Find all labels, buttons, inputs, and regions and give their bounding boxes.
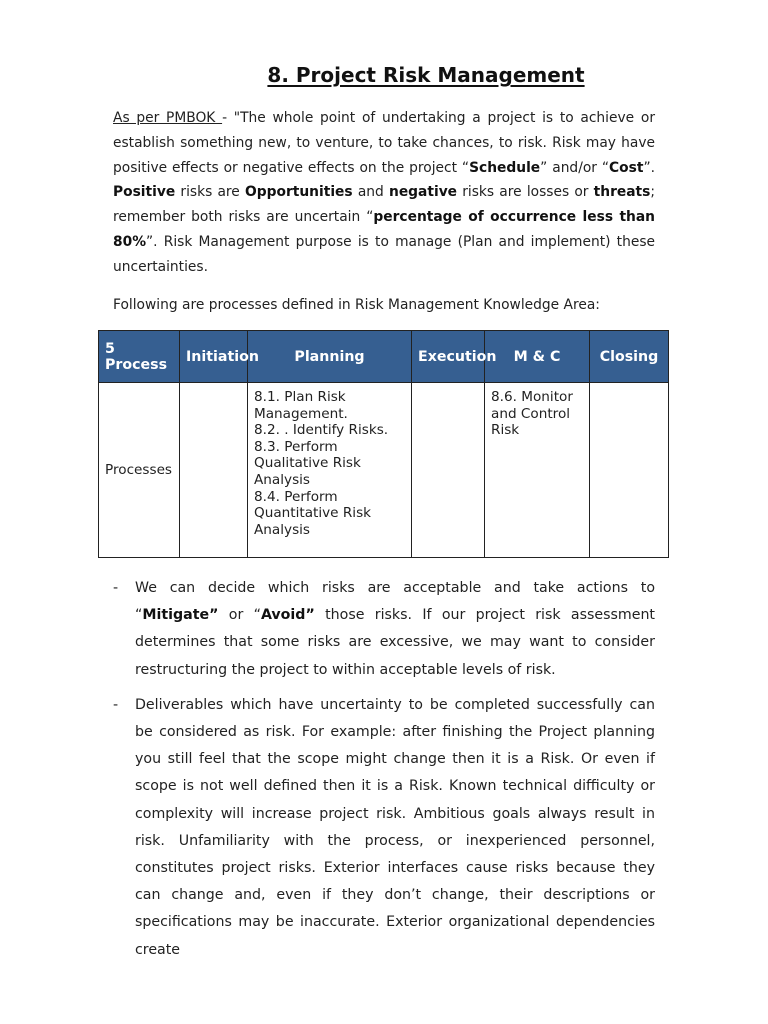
term-avoid: Avoid”: [260, 607, 315, 624]
table-row: [99, 383, 669, 558]
bullet-text: or “: [218, 607, 261, 624]
intro-text: and: [352, 184, 389, 201]
bullet-text: those risks. If our project risk assessment determines that some risks are excessive, we may want to consider restructuring the project to within acceptable levels of risk.: [135, 607, 655, 678]
term-cost: Cost: [609, 159, 644, 176]
intro-text: risks are losses or: [457, 184, 594, 201]
list-item: [113, 575, 655, 684]
page-title: 8. Project Risk Management: [267, 63, 585, 87]
term-mitigate: Mitigate”: [142, 607, 219, 624]
intro-paragraph: [113, 106, 655, 280]
table-header-row: [99, 331, 669, 383]
header-cell: Closing: [590, 331, 669, 383]
header-cell: 5 Process: [99, 331, 180, 383]
bullet-dash: -: [113, 580, 119, 596]
intro-text: risks are: [175, 184, 245, 201]
bullet-text: Deliverables which have uncertainty to be completed successfully can be considered as risk. For example: after finishing the Project planning you still feel that the scope might change then it is a Risk. Or even if scope is not well defined then it is a Risk. Known technical difficulty or complexity will increase project risk. Ambitious goals always result in risk. Unfamiliarity with the process, or inexperienced personnel, constitutes project risks. Exterior interfaces cause risks because they can change and, even if they don’t change, their descriptions or specifications may be inaccurate. Exterior organizational dependencies create: [135, 696, 655, 958]
header-cell: Planning: [248, 331, 412, 383]
planning-item: 8.1. Plan Risk Management.: [254, 389, 348, 422]
following-text: Following are processes defined in Risk Management Knowledge Area:: [113, 297, 600, 313]
planning-item: 8.4. Perform Quantitative Risk Analysis: [254, 488, 372, 538]
bullet-text: We can decide which risks are acceptable and take actions to “: [135, 580, 655, 624]
intro-text: ”. Risk Management purpose is to manage (Plan and implement) these uncertainties.: [113, 233, 655, 275]
process-table: [98, 330, 669, 558]
term-percentage: percentage of occurrence less than 80%: [113, 209, 655, 250]
intro-text: - "The whole point of undertaking a project is to achieve or establish something new, to venture, to take chances, to risk. Risk may have positive effects or negative effects on the project “: [113, 110, 655, 176]
initiation-cell: [180, 383, 248, 558]
term-positive: Positive: [113, 184, 176, 201]
intro-text: ; remember both risks are uncertain “: [113, 184, 656, 226]
bullet-list: [113, 575, 655, 972]
term-opportunities: Opportunities: [245, 184, 353, 201]
mc-cell: 8.6. Monitor and Control Risk: [485, 383, 590, 558]
row-label-cell: Processes: [99, 383, 180, 558]
term-negative: negative: [389, 184, 458, 201]
header-cell: Execution: [412, 331, 485, 383]
planning-item: 8.3. Perform Qualitative Risk Analysis: [254, 438, 361, 488]
execution-cell: [412, 383, 485, 558]
planning-item: 8.2. . Identify Risks.: [254, 422, 389, 439]
closing-cell: [590, 383, 669, 558]
list-item: [113, 692, 655, 964]
planning-cell: [248, 383, 412, 558]
intro-text: ”.: [643, 159, 655, 176]
pmbok-reference: As per PMBOK: [113, 110, 223, 126]
term-threats: threats: [593, 184, 651, 201]
bullet-dash: -: [113, 696, 119, 713]
header-cell: M & C: [485, 331, 590, 383]
header-cell: Initiation: [180, 331, 248, 383]
term-schedule: Schedule: [469, 159, 541, 176]
intro-text: ” and/or “: [540, 159, 610, 176]
